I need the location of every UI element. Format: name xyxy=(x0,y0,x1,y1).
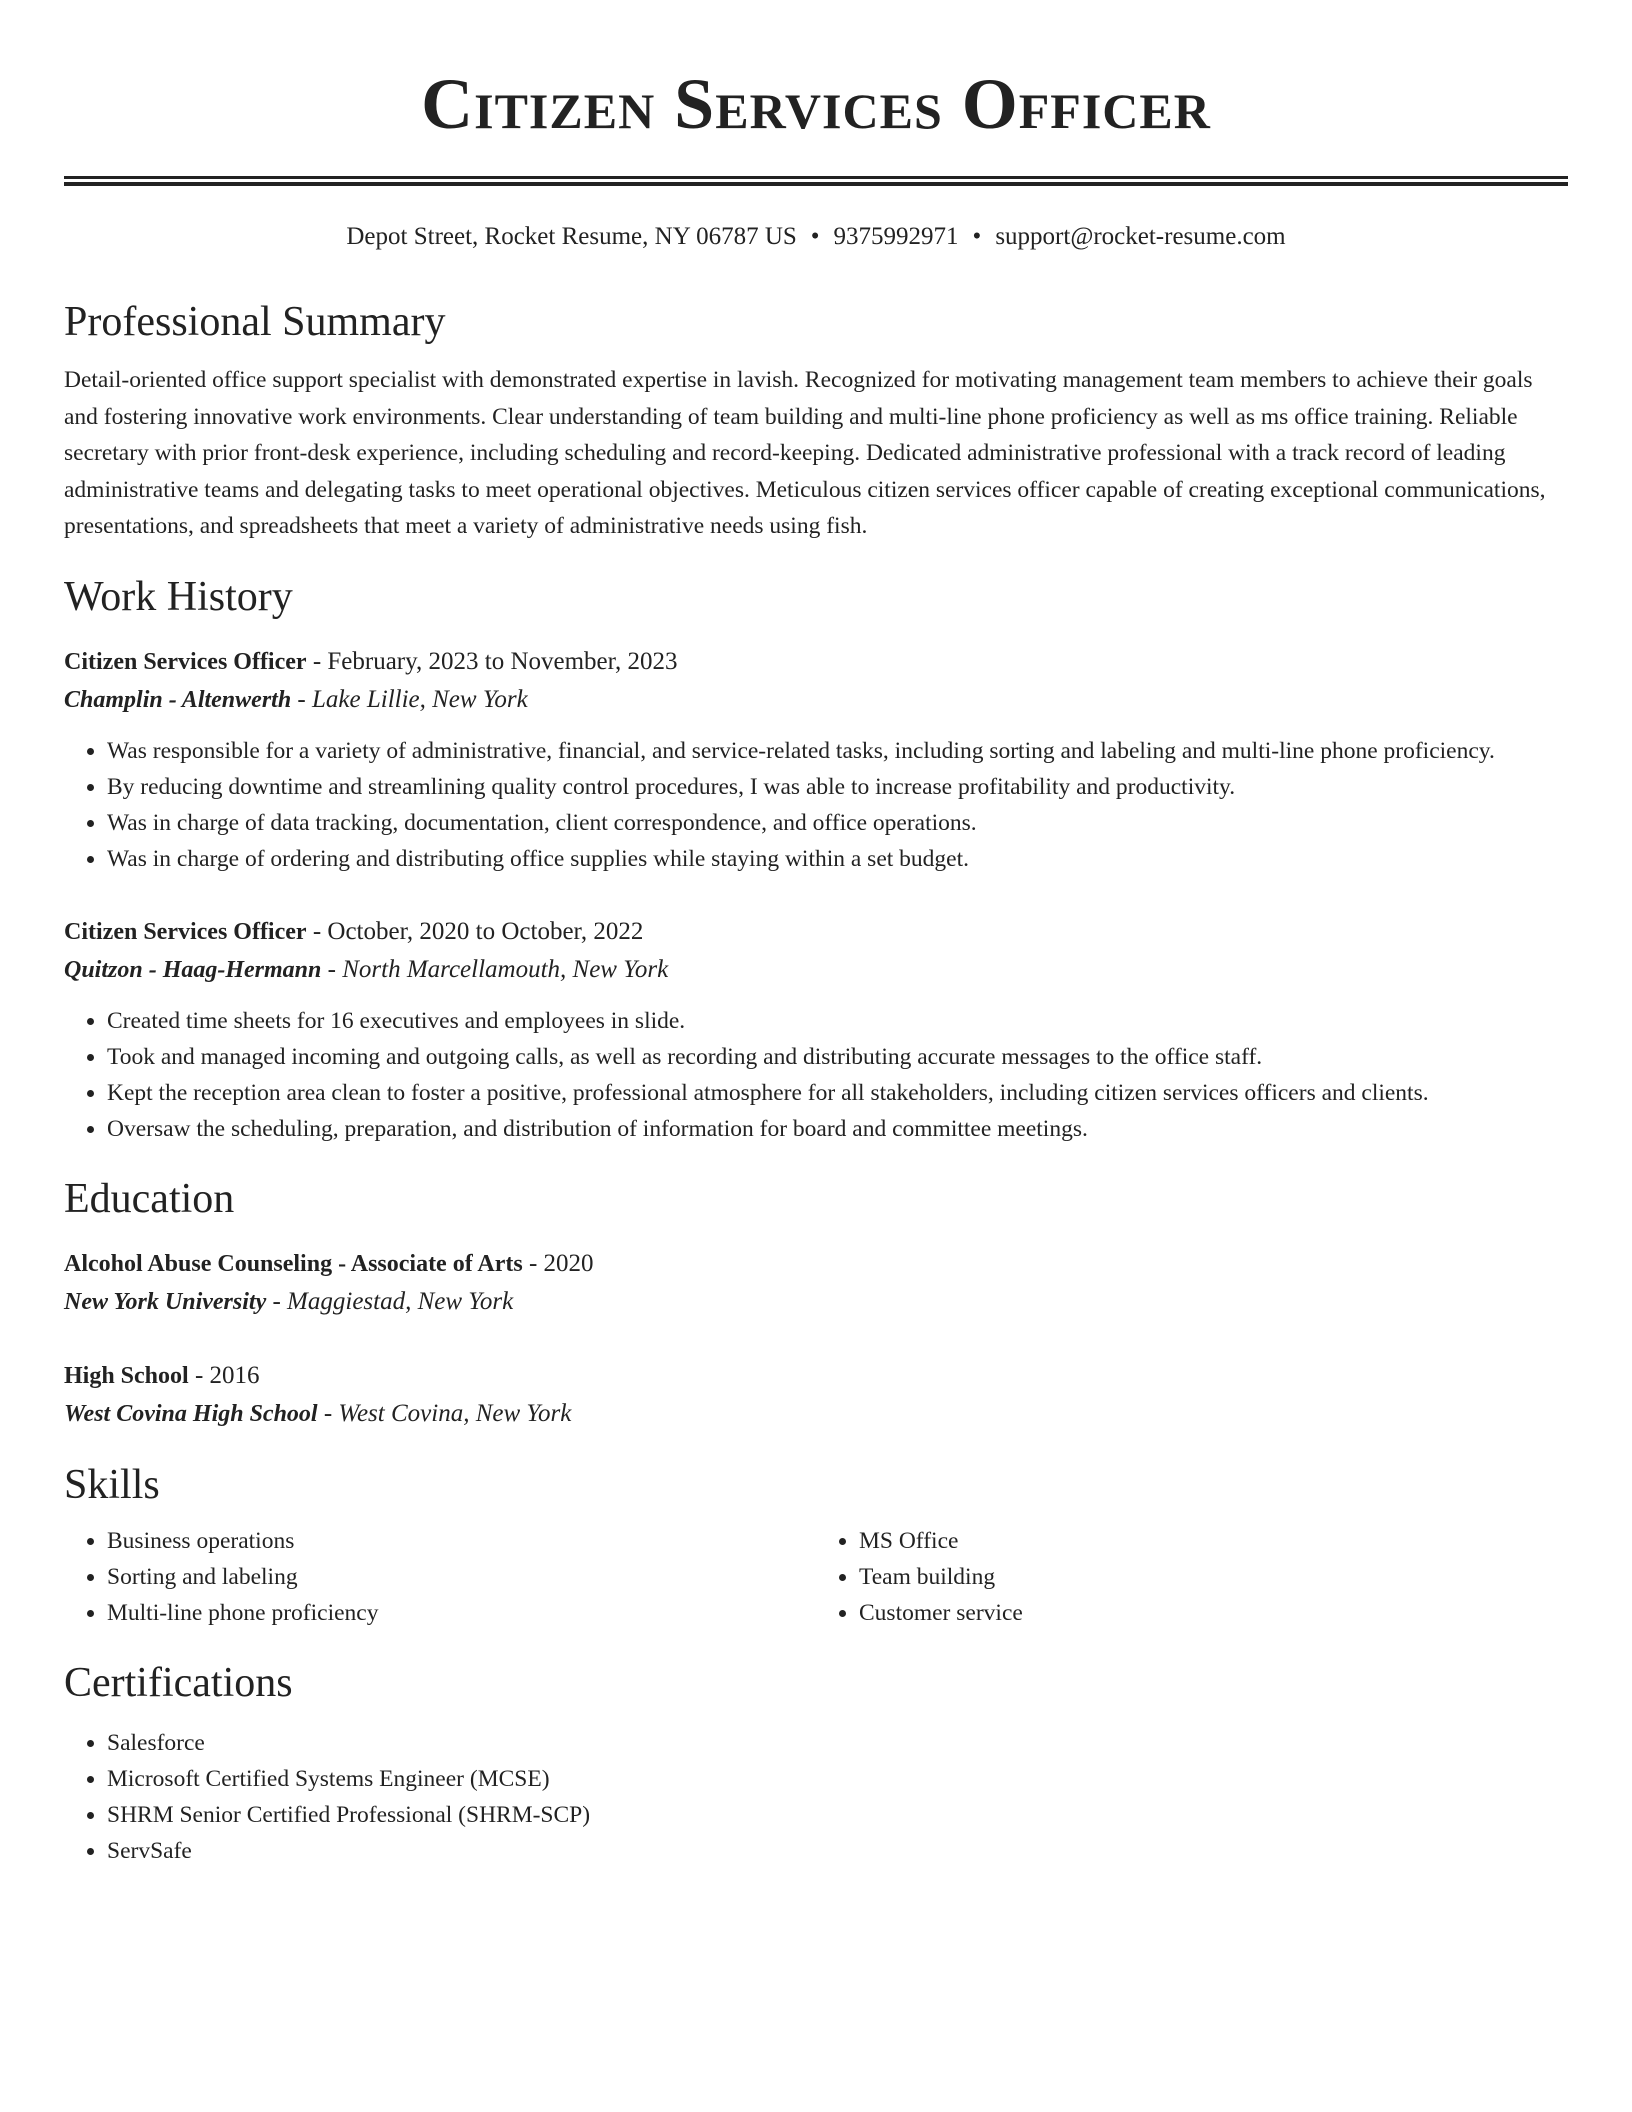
work-entry xyxy=(64,913,1568,1147)
list-item: • Was responsible for a variety of administrative, financial, and service-related tasks, including sorting and labeling and multi-line phone proficiency. xyxy=(107,733,1568,769)
list-item: • MS Office xyxy=(859,1523,1568,1559)
list-item: • Oversaw the scheduling, preparation, and distribution of information for board and committee meetings. xyxy=(107,1111,1568,1147)
work-entry xyxy=(64,643,1568,877)
job-title: Citizen Services Officer xyxy=(64,648,307,675)
list-item: • Business operations xyxy=(107,1523,816,1559)
list-item: • Sorting and labeling xyxy=(107,1559,816,1595)
section-heading-skills: Skills xyxy=(64,1461,160,1508)
job-bullets xyxy=(64,733,1568,877)
school: New York University xyxy=(64,1288,267,1315)
certifications-list xyxy=(64,1725,1568,1869)
job-company: Quitzon - Haag-Hermann xyxy=(64,956,322,983)
degree-line xyxy=(64,1245,1568,1283)
job-company-line xyxy=(64,681,1568,719)
dash: - xyxy=(266,1287,288,1315)
list-item: • SHRM Senior Certified Professional (SHRM-SCP) xyxy=(107,1797,1568,1833)
dash: - xyxy=(522,1249,544,1277)
job-title: Citizen Services Officer xyxy=(64,918,307,945)
list-item: • Took and managed incoming and outgoing calls, as well as recording and distributing accurate messages to the office staff. xyxy=(107,1039,1568,1075)
job-bullets xyxy=(64,1003,1568,1147)
list-item: • Team building xyxy=(859,1559,1568,1595)
job-company: Champlin - Altenwerth xyxy=(64,686,292,713)
job-dates: February, 2023 to November, 2023 xyxy=(327,647,678,675)
title-divider xyxy=(64,176,1568,186)
degree-line xyxy=(64,1357,1568,1395)
contact-line xyxy=(64,220,1568,254)
section-heading-summary: Professional Summary xyxy=(64,299,446,345)
list-item: • Was in charge of ordering and distributing office supplies while staying within a set budget. xyxy=(107,841,1568,877)
list-item: • Was in charge of data tracking, documentation, client correspondence, and office operations. xyxy=(107,805,1568,841)
degree-year: 2016 xyxy=(209,1361,260,1389)
school-location: Maggiestad, New York xyxy=(287,1287,514,1315)
degree: High School xyxy=(64,1362,189,1389)
degree: Alcohol Abuse Counseling - Associate of Arts xyxy=(64,1250,523,1277)
job-dates: October, 2020 to October, 2022 xyxy=(327,917,644,945)
skills-columns xyxy=(64,1523,1568,1631)
contact-separator: • xyxy=(810,223,820,250)
contact-address: Depot Street, Rocket Resume, NY 06787 US xyxy=(346,223,797,250)
education-entry xyxy=(64,1245,1568,1321)
dash: - xyxy=(188,1361,210,1389)
dash: - xyxy=(321,955,343,983)
job-company-line xyxy=(64,951,1568,989)
contact-separator: • xyxy=(972,223,982,250)
skills-list-left xyxy=(64,1523,816,1631)
school-line xyxy=(64,1283,1568,1321)
section-heading-certifications: Certifications xyxy=(64,1659,293,1706)
education-entry xyxy=(64,1357,1568,1433)
resume-name: Citizen Services Officer xyxy=(421,64,1211,144)
list-item: • ServSafe xyxy=(107,1833,1568,1869)
school: West Covina High School xyxy=(64,1400,318,1427)
list-item: • By reducing downtime and streamlining quality control procedures, I was able to increase profitability and productivity. xyxy=(107,769,1568,805)
list-item: • Customer service xyxy=(859,1595,1568,1631)
section-heading-education: Education xyxy=(64,1175,235,1222)
job-location: North Marcellamouth, New York xyxy=(342,955,669,983)
school-line xyxy=(64,1395,1568,1433)
list-item: • Salesforce xyxy=(107,1725,1568,1761)
list-item: • Multi-line phone proficiency xyxy=(107,1595,816,1631)
contact-phone: 9375992971 xyxy=(833,223,959,250)
contact-email: support@rocket-resume.com xyxy=(995,223,1286,250)
section-heading-work-history: Work History xyxy=(64,573,293,620)
dash: - xyxy=(306,917,328,945)
school-location: West Covina, New York xyxy=(338,1399,572,1427)
dash: - xyxy=(306,647,328,675)
list-item: • Created time sheets for 16 executives and employees in slide. xyxy=(107,1003,1568,1039)
summary-text: Detail-oriented office support specialist with demonstrated expertise in lavish. Recognized for motivating management team members to achieve their goals and fostering innovative work environments. Clear understanding of team building and multi-line phone proficiency as well as ms office training. Reliable secretary with prior front-desk experience, including scheduling and record-keeping. Dedicated administrative professional with a track record of leading administrative teams and delegating tasks to meet operational objectives. Meticulous citizen services officer capable of creating exceptional communications, presentations, and spreadsheets that meet a variety of administrative needs using fish. xyxy=(64,367,1546,539)
job-location: Lake Lillie, New York xyxy=(312,685,528,713)
list-item: • Microsoft Certified Systems Engineer (MCSE) xyxy=(107,1761,1568,1797)
job-title-line xyxy=(64,643,1568,681)
dash: - xyxy=(291,685,312,713)
list-item: • Kept the reception area clean to foster a positive, professional atmosphere for all stakeholders, including citizen services officers and clients. xyxy=(107,1075,1568,1111)
job-title-line xyxy=(64,913,1568,951)
skills-list-right xyxy=(816,1523,1568,1631)
degree-year: 2020 xyxy=(543,1249,594,1277)
dash: - xyxy=(317,1399,339,1427)
